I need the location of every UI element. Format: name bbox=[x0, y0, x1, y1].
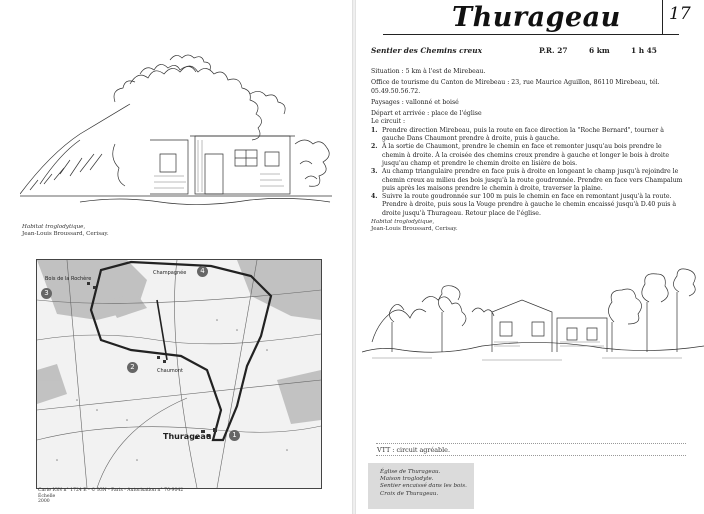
step-text: Au champ triangulaire prendre en face puis à droite en longeant le champ jusqu'à rejoindre le chemin creux au milieu des bois jusqu'à la route goudronnée. Prendre en face vers Champalum puis après les maisons prendre le chemin à droite, traverser la plaine. bbox=[382, 168, 683, 192]
caption-title: Habitat troglodytique, bbox=[371, 219, 435, 226]
situation-label: Situation : bbox=[371, 68, 404, 75]
circuit-label: Le circuit : bbox=[371, 118, 406, 126]
office-value: 23, rue Maurice Aguillon, 86110 Mirebeau, tél. 05.49.50.56.72. bbox=[371, 79, 660, 95]
situation-value: 5 km à l'est de Mirebeau. bbox=[405, 68, 486, 75]
map-caption-source: Carte IGN n° 1724 E - © IGN - Paris - Autorisation n° 70-9042 bbox=[38, 488, 184, 493]
map-label-bois: Bois de la Rochère bbox=[45, 276, 92, 282]
vtt-rule-bottom bbox=[376, 455, 686, 456]
paysage-label: Paysages : bbox=[371, 98, 404, 106]
route-type: P.R. 27 bbox=[539, 46, 568, 55]
route-distance: 6 km bbox=[589, 46, 610, 55]
step-text: Prendre direction Mirebeau, puis la route en face direction la "Roche Bernard", tourner à gauche Dans Chaumont prendre à droite, puis à gauche. bbox=[382, 126, 664, 143]
step-number: 1. bbox=[371, 126, 378, 134]
map-marker-3: 3 bbox=[41, 288, 52, 299]
circuit-step bbox=[371, 193, 683, 218]
step-number: 2. bbox=[371, 143, 378, 151]
route-map bbox=[36, 259, 322, 489]
map-caption-scale-value: 2000 bbox=[38, 499, 50, 505]
title-rule bbox=[383, 34, 679, 35]
vtt-rule-top bbox=[376, 443, 686, 444]
map-label-thurageau: Thurageau bbox=[163, 432, 212, 441]
caption-credit: Jean-Louis Broussard, Cerisay. bbox=[371, 226, 458, 233]
depart-value: place de l'église bbox=[431, 110, 482, 118]
circuit-step bbox=[371, 143, 683, 168]
caption-credit: Jean-Louis Broussard, Cerisay. bbox=[22, 231, 109, 237]
map-label-chaumont: Chaumont bbox=[157, 368, 183, 374]
page-number-divider bbox=[662, 0, 663, 34]
map-marker-1: 1 bbox=[229, 430, 240, 441]
step-text: Suivre la route goudronnée sur 100 m puis le chemin en face en remontant jusqu'à la route. Prendre à droite, puis sous la Vouge prendre à gauche le chemin encaissé jusqu'à D.40 puis à droite jusqu'à Thurageau. Retour place de l'église. bbox=[382, 193, 677, 217]
page-gutter bbox=[352, 0, 356, 514]
photo-caption-right bbox=[371, 219, 683, 233]
map-caption bbox=[38, 488, 183, 505]
legend-item: Maison troglodyte. bbox=[380, 476, 434, 483]
legend-item: Sentier encaissé dans les bois. bbox=[380, 483, 467, 490]
legend-item: Église de Thurageau. bbox=[380, 469, 441, 475]
situation-line bbox=[371, 68, 683, 76]
step-text: À la sortie de Chaumont, prendre le chemin en face et remonter jusqu'au bois prendre le chemin à droite. À la croisée des chemins creux prendre à gauche et longer le bois à droite jusqu'au champ et prendre le chemin droite en lisière de bois. bbox=[382, 143, 669, 167]
page-title: Thurageau bbox=[452, 2, 621, 33]
office-label: Office de tourisme du Canton de Mirebeau : bbox=[371, 79, 510, 87]
photo-caption-left bbox=[22, 224, 109, 238]
legend-item: Croix de Thurageau. bbox=[380, 490, 439, 497]
paysage-line bbox=[371, 99, 683, 107]
photo-legend bbox=[380, 469, 467, 498]
route-info bbox=[371, 68, 683, 233]
circuit-step bbox=[371, 168, 683, 193]
circuit-step bbox=[371, 127, 683, 144]
map-label-champagnee: Champagnée bbox=[153, 270, 187, 276]
step-number: 4. bbox=[371, 193, 378, 201]
village-panorama-illustration bbox=[362, 262, 704, 372]
depart-label: Départ et arrivée : bbox=[371, 110, 430, 118]
page-number: 17 bbox=[669, 4, 691, 24]
map-marker-2: 2 bbox=[127, 362, 138, 373]
paysage-value: vallonné et boisé bbox=[405, 98, 459, 106]
route-name: Sentier des Chemins creux bbox=[371, 46, 482, 55]
vtt-note: VTT : circuit agréable. bbox=[377, 446, 450, 454]
route-duration: 1 h 45 bbox=[631, 46, 657, 55]
map-graphic bbox=[37, 260, 321, 488]
troglodyte-house-illustration bbox=[20, 44, 332, 222]
map-caption-scale: Échelle bbox=[38, 493, 56, 499]
step-number: 3. bbox=[371, 168, 378, 176]
depart-line bbox=[371, 110, 683, 118]
office-line bbox=[371, 79, 683, 96]
map-marker-4: 4 bbox=[197, 266, 208, 277]
caption-title: Habitat troglodytique, bbox=[22, 224, 86, 230]
